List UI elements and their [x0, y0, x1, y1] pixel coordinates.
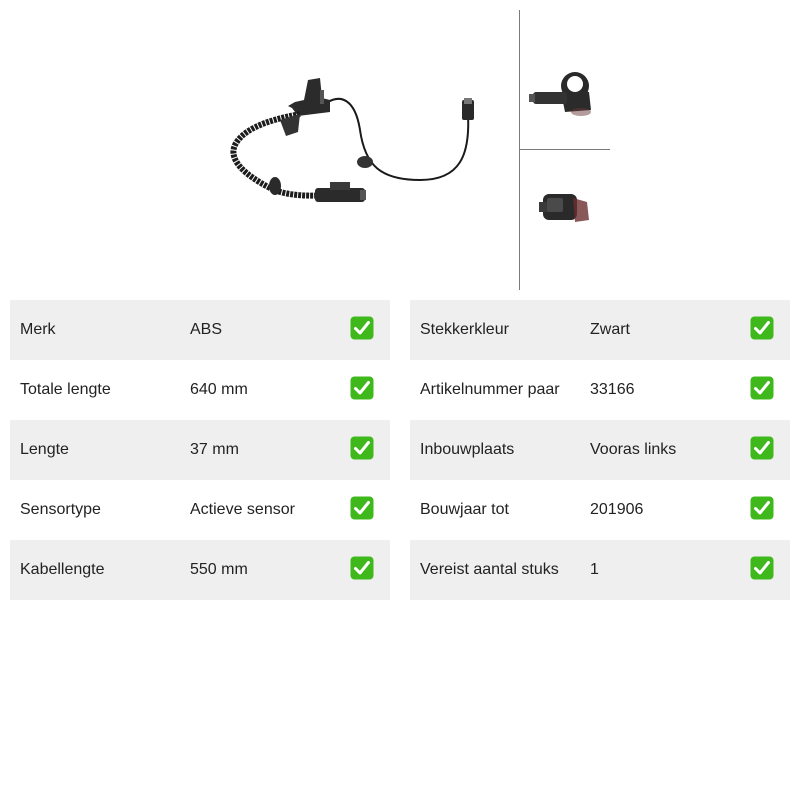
check-icon — [350, 436, 374, 460]
abs-sensor-cable-icon — [220, 70, 485, 210]
spec-table-left — [10, 300, 390, 600]
spec-value: ABS — [190, 321, 223, 338]
spec-label: Vereist aantal stuks — [420, 561, 559, 578]
check-icon — [350, 316, 374, 340]
spec-label: Bouwjaar tot — [420, 501, 509, 518]
spec-label: Artikelnummer paar — [420, 381, 560, 398]
spec-row — [10, 360, 390, 420]
spec-value: Vooras links — [590, 441, 677, 458]
spec-value: 640 mm — [190, 381, 248, 398]
gallery-divider — [519, 10, 520, 290]
spec-label: Inbouwplaats — [420, 441, 515, 458]
spec-label: Stekkerkleur — [420, 321, 509, 338]
abs-sensor-plug-icon — [535, 182, 595, 234]
spec-value: 33166 — [590, 381, 635, 398]
check-icon — [350, 556, 374, 580]
check-icon — [750, 316, 774, 340]
spec-label: Totale lengte — [20, 381, 111, 398]
spec-row — [410, 540, 790, 600]
thumbnail-sensor-plug[interactable] — [535, 182, 595, 234]
spec-row — [10, 480, 390, 540]
spec-row — [10, 420, 390, 480]
spec-value: 550 mm — [190, 561, 248, 578]
spec-label: Kabellengte — [20, 561, 105, 578]
check-icon — [350, 496, 374, 520]
spec-row — [10, 540, 390, 600]
spec-value: 1 — [590, 561, 599, 578]
spec-row — [10, 300, 390, 360]
check-icon — [750, 436, 774, 460]
spec-row — [410, 420, 790, 480]
spec-label: Sensortype — [20, 501, 101, 518]
thumbnail-sensor-connector[interactable] — [525, 62, 603, 128]
spec-label: Lengte — [20, 441, 69, 458]
spec-table-right — [410, 300, 790, 600]
spec-value: 37 mm — [190, 441, 239, 458]
spec-row — [410, 480, 790, 540]
product-main-image — [220, 70, 485, 210]
spec-value: 201906 — [590, 501, 644, 518]
spec-value: Actieve sensor — [190, 501, 295, 518]
spec-row — [410, 360, 790, 420]
check-icon — [350, 376, 374, 400]
spec-label: Merk — [20, 321, 56, 338]
check-icon — [750, 556, 774, 580]
thumbnail-divider — [519, 149, 610, 150]
check-icon — [750, 376, 774, 400]
abs-sensor-connector-icon — [525, 62, 603, 128]
spec-row — [410, 300, 790, 360]
spec-value: Zwart — [590, 321, 630, 338]
check-icon — [750, 496, 774, 520]
